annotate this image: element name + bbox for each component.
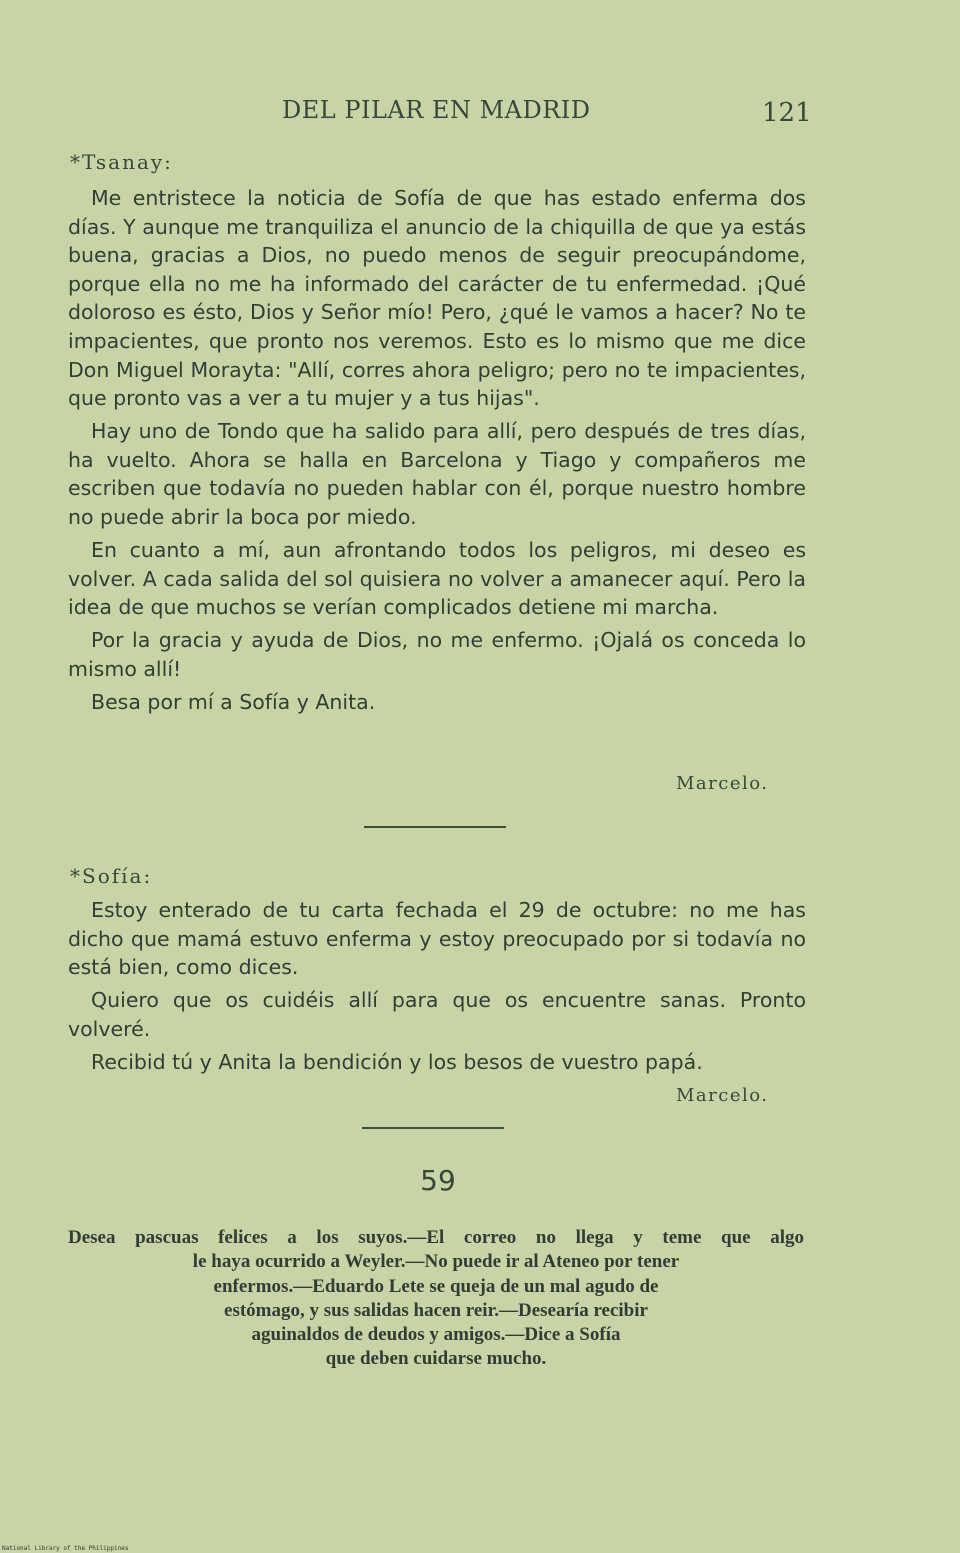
- signature-tsanay: [676, 773, 769, 794]
- addressee-sofia: *Sofía:: [70, 864, 153, 888]
- signature-sofia: [676, 1085, 769, 1106]
- paragraph: Recibid tú y Anita la bendición y los besos de vuestro papá.: [91, 1049, 703, 1074]
- paragraph: Por la gracia y ayuda de Dios, no me enfermo. ¡Ojalá os conceda lo mismo allí!: [68, 628, 806, 681]
- page-number: 121: [762, 98, 812, 128]
- signature-text: Marcelo.: [676, 773, 769, 794]
- paragraph: En cuanto a mí, aun afrontando todos los peligros, mi deseo es volver. A cada salida del sol quisiera no volver a amanecer aquí. Pero la idea de que muchos se verían complicados detiene mi marcha.: [68, 538, 806, 620]
- summary-line: enfermos.—Eduardo Lete se queja de un mal agudo de: [213, 1275, 659, 1297]
- letter-number: 59: [420, 1164, 456, 1197]
- letter-body-tsanay: [68, 184, 806, 717]
- section-divider: [362, 1127, 504, 1129]
- running-head: DEL PILAR EN MADRID: [282, 96, 591, 124]
- signature-text: Marcelo.: [676, 1085, 769, 1106]
- summary-line: aguinaldos de deudos y amigos.—Dice a Sofía: [251, 1324, 621, 1346]
- paragraph: Quiero que os cuidéis allí para que os encuentre sanas. Pronto volveré.: [68, 988, 806, 1041]
- section-divider: [364, 826, 506, 828]
- paragraph: Estoy enterado de tu carta fechada el 29 de octubre: no me has dicho que mamá estuvo enferma y estoy preocupado por si todavía no está bien, como dices.: [68, 898, 806, 980]
- letter-summary: [68, 1226, 804, 1372]
- summary-line: le haya ocurrido a Weyler.—No puede ir al Ateneo por tener: [192, 1251, 680, 1273]
- summary-line: estómago, y sus salidas hacen reir.—Desearía recibir: [224, 1299, 648, 1321]
- paragraph: Hay uno de Tondo que ha salido para allí, pero después de tres días, ha vuelto. Ahora se halla en Barcelona y Tiago y compañeros me escriben que todavía no pueden hablar con él, porque nuestro hombre no puede abrir la boca por miedo.: [68, 419, 806, 530]
- paragraph: Besa por mí a Sofía y Anita.: [91, 690, 376, 715]
- summary-line: Desea pascuas felices a los suyos.—El correo no llega y teme que algo: [68, 1227, 804, 1248]
- letter-body-sofia: [68, 896, 806, 1081]
- library-credit: National Library of the Philippines: [2, 1545, 129, 1552]
- addressee-tsanay: *Tsanay:: [70, 150, 173, 174]
- paragraph: Me entristece la noticia de Sofía de que has estado enferma dos días. Y aunque me tranquiliza el anuncio de la chiquilla de que ya estás buena, gracias a Dios, no puedo menos de seguir preocupándome, porque ella no me ha informado del carácter de tu enfermedad. ¡Qué doloroso es ésto, Dios y Señor mío! Pero, ¿qué le vamos a hacer? No te impacientes, que pronto nos veremos. Esto es lo mismo que me dice Don Miguel Morayta: "Allí, corres ahora peligro; pero no te impacientes, que pronto vas a ver a tu mujer y a tus hijas".: [68, 186, 806, 411]
- summary-line: que deben cuidarse mucho.: [325, 1348, 547, 1370]
